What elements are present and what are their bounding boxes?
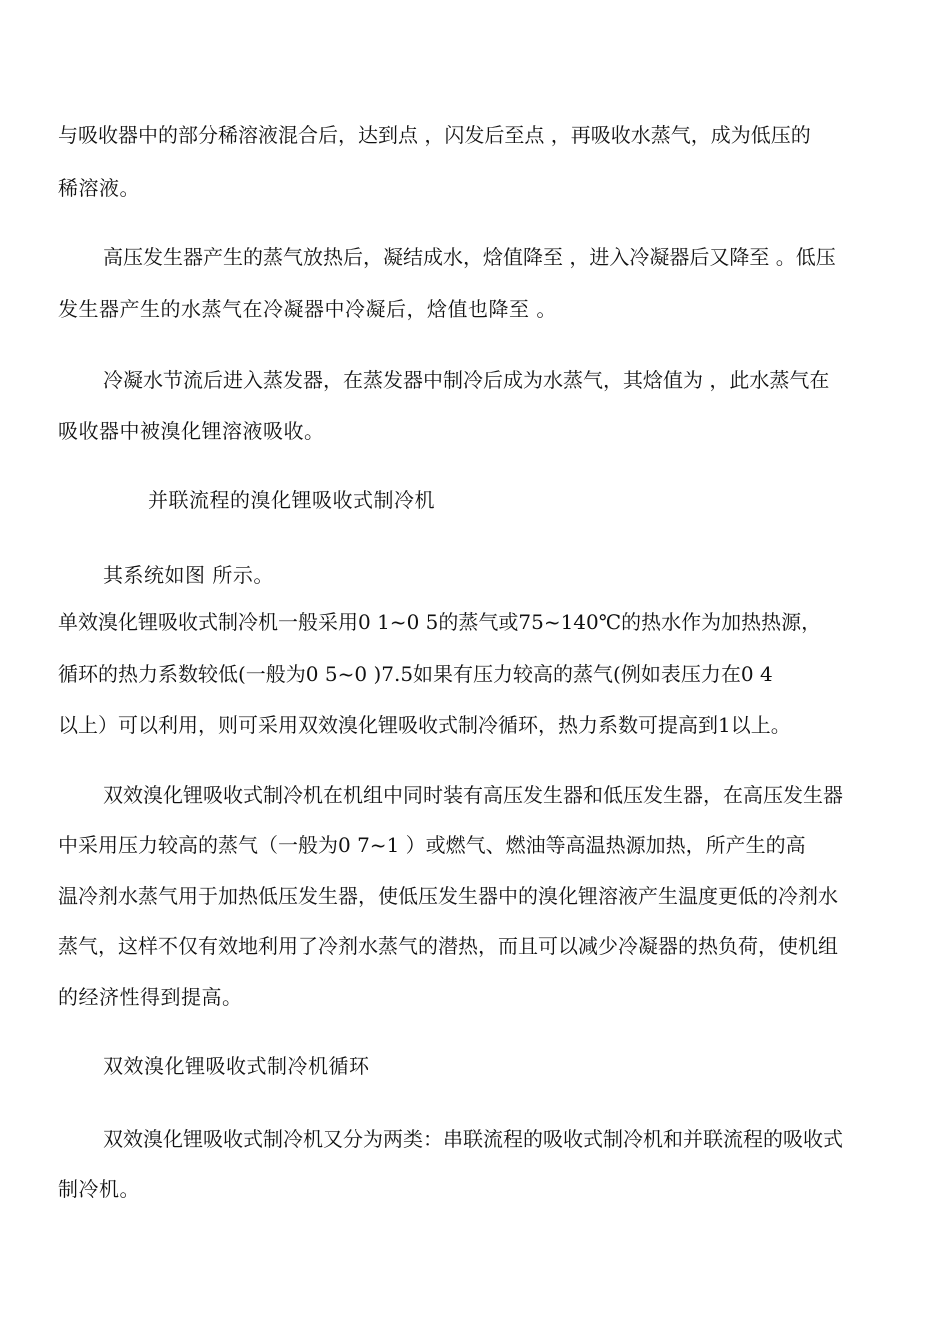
paragraph-5-line-2: 循环的热力系数较低(一般为0 5~0 )7.5如果有压力较高的蒸气(例如表压力在0 4 <box>58 662 773 686</box>
section-heading-double-effect: 双效溴化锂吸收式制冷机循环 <box>103 1054 370 1078</box>
paragraph-3-line-2: 吸收器中被溴化锂溶液吸收。 <box>58 419 325 443</box>
paragraph-5-line-1: 单效溴化锂吸收式制冷机一般采用0 1~0 5的蒸气或75~140℃的热水作为加热热源， <box>58 610 822 634</box>
section-heading-parallel: 并联流程的溴化锂吸收式制冷机 <box>148 488 435 512</box>
paragraph-4: 其系统如图 所示。 <box>103 563 274 587</box>
paragraph-6-line-2: 中采用压力较高的蒸气（一般为0 7~1 ）或燃气、燃油等高温热源加热，所产生的高 <box>58 833 806 857</box>
paragraph-6-line-1: 双效溴化锂吸收式制冷机在机组中同时装有高压发生器和低压发生器，在高压发生器 <box>103 783 843 807</box>
paragraph-6-line-5: 的经济性得到提高。 <box>58 985 243 1009</box>
paragraph-2-line-2: 发生器产生的水蒸气在冷凝器中冷凝后，焓值也降至 。 <box>58 297 557 321</box>
paragraph-7-line-1: 双效溴化锂吸收式制冷机又分为两类：串联流程的吸收式制冷机和并联流程的吸收式 <box>103 1127 843 1151</box>
paragraph-2-line-1: 高压发生器产生的蒸气放热后，凝结成水，焓值降至 ，进入冷凝器后又降至 。低压 <box>103 245 836 269</box>
paragraph-7-line-2: 制冷机。 <box>58 1177 140 1201</box>
paragraph-1-line-1: 与吸收器中的部分稀溶液混合后，达到点 ，闪发后至点 ，再吸收水蒸气，成为低压的 <box>58 123 811 147</box>
paragraph-5-line-3: 以上）可以利用，则可采用双效溴化锂吸收式制冷循环，热力系数可提高到1以上。 <box>58 713 791 737</box>
paragraph-1-line-2: 稀溶液。 <box>58 176 140 200</box>
paragraph-6-line-3: 温冷剂水蒸气用于加热低压发生器，使低压发生器中的溴化锂溶液产生温度更低的冷剂水 <box>58 884 838 908</box>
paragraph-6-line-4: 蒸气，这样不仅有效地利用了冷剂水蒸气的潜热，而且可以减少冷凝器的热负荷，使机组 <box>58 934 838 958</box>
paragraph-3-line-1: 冷凝水节流后进入蒸发器，在蒸发器中制冷后成为水蒸气，其焓值为 ，此水蒸气在 <box>103 368 830 392</box>
